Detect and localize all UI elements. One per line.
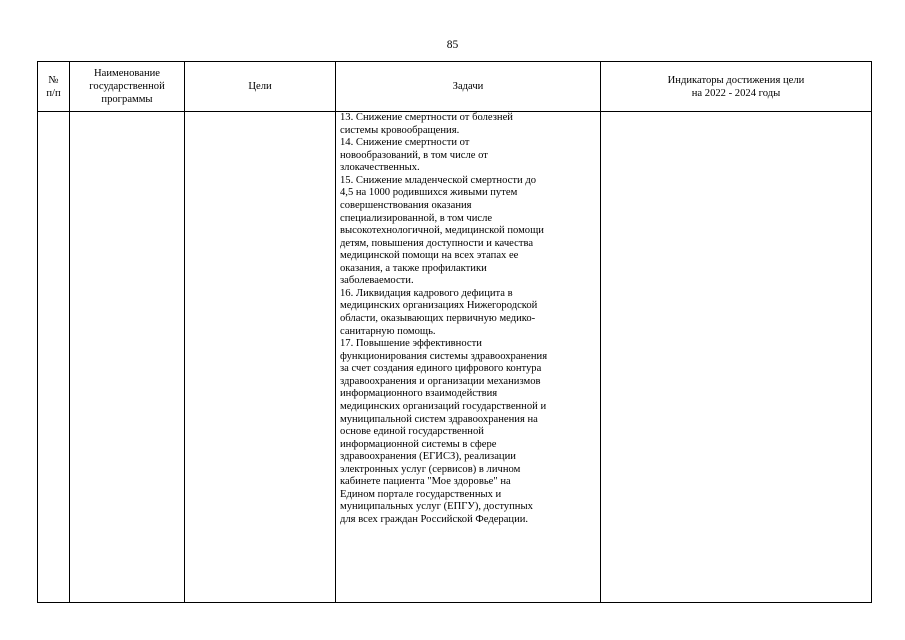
header-program-line: государственной [89,81,165,92]
table-header-row [38,62,872,112]
header-program-name [70,62,185,112]
task-line: муниципальной систем здравоохранения на [340,413,538,425]
task-line: функционирования системы здравоохранения [340,350,548,362]
header-number-line: № [48,74,59,86]
task-line: детям, повышения доступности и качества [340,237,534,249]
task-line: 13. Снижение смертности от болезней [340,112,513,123]
task-line: Едином портале государственных и [340,488,502,500]
header-indicators-line: на 2022 - 2024 годы [691,87,781,99]
header-number-line: п/п [46,87,61,99]
header-program-line: программы [101,94,153,105]
header-number [38,62,70,112]
task-line: совершенствования оказания [340,199,472,211]
task-line: для всех граждан Российской Федерации. [340,514,529,525]
task-line: медицинских организациях Нижегородской [340,300,538,312]
task-line: 4,5 на 1000 родившихся живыми путем [340,187,518,199]
task-line: информационной системы в сфере [340,438,497,450]
task-line: медицинских организаций государственной и [340,400,547,412]
header-program-line: Наименование [94,68,160,79]
task-line: здравоохранения и организации механизмов [340,375,541,387]
task-line: системы кровообращения. [340,124,460,136]
task-line: информационного взаимодействия [340,388,498,400]
task-line: новообразований, в том числе от [340,149,488,161]
task-line: области, оказывающих первичную медико- [340,313,536,324]
task-line: основе единой государственной [340,426,484,438]
task-line: санитарную помощь. [340,325,436,337]
task-line: 15. Снижение младенческой смертности до [340,174,536,186]
header-tasks: Задачи [336,62,601,112]
page-number: 85 [446,39,459,51]
table-row [38,112,872,603]
task-line: злокачественных. [340,162,420,174]
cell-indicators [601,112,872,603]
header-goals: Цели [185,62,336,112]
header-indicators [601,62,872,112]
cell-number [38,112,70,603]
task-line: 14. Снижение смертности от [340,137,470,149]
task-line: 17. Повышение эффективности [340,338,482,350]
task-line: электронных услуг (сервисов) в личном [340,463,521,475]
task-line: высокотехнологичной, медицинской помощи [340,225,544,237]
task-line: 16. Ликвидация кадрового дефицита в [340,287,513,299]
task-line: заболеваемости. [340,275,414,287]
cell-goals [185,112,336,603]
task-line: кабинете пациента "Мое здоровье" на [340,476,511,488]
program-table [37,61,872,603]
cell-tasks [336,112,601,603]
task-line: муниципальных услуг (ЕПГУ), доступных [340,501,533,513]
task-line: за счет создания единого цифрового контура [340,363,542,375]
header-indicators-line: Индикаторы достижения цели [667,74,805,86]
task-line: специализированной, в том числе [340,212,493,224]
task-line: медицинской помощи на всех этапах ее [340,250,519,262]
task-line: оказания, а также профилактики [340,262,487,274]
cell-program-name [70,112,185,603]
task-line: здравоохранения (ЕГИСЗ), реализации [340,451,516,463]
